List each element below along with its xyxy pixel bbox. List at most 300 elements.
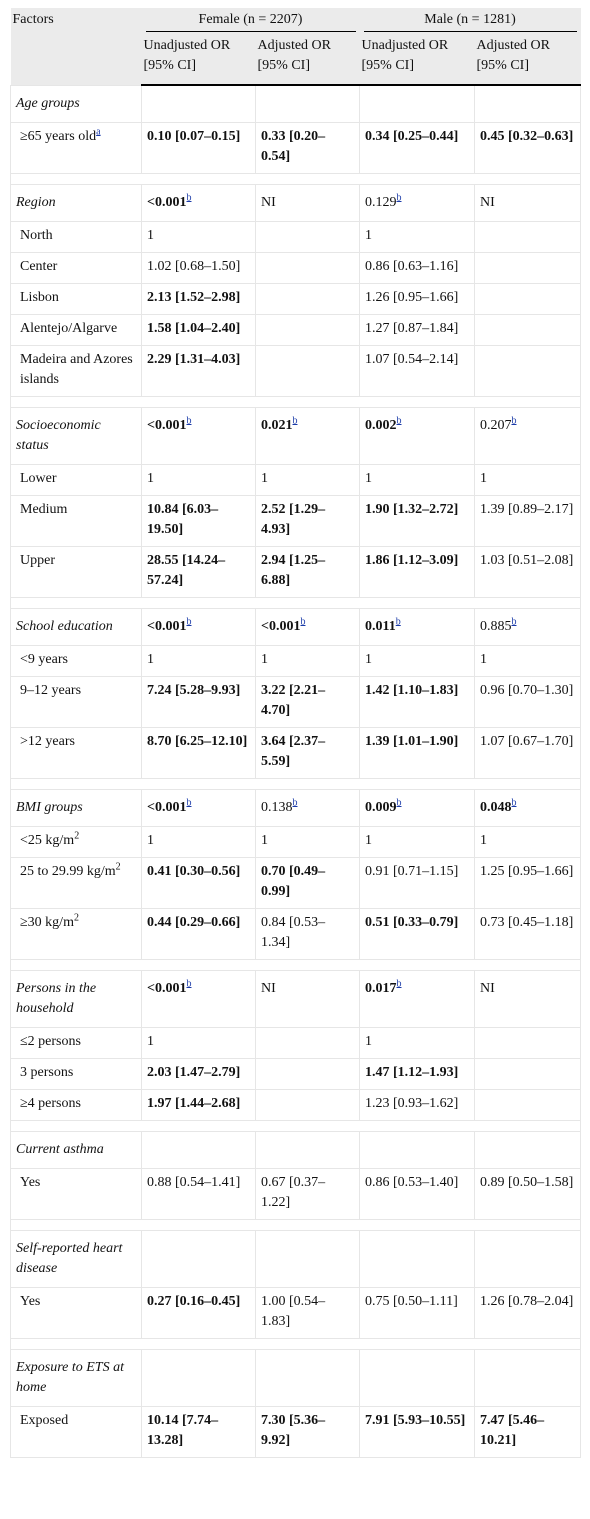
- value-cell: [256, 857, 360, 908]
- value-cell: [360, 495, 475, 546]
- odds-ratio-value: 1.58 [1.04–2.40]: [147, 320, 241, 336]
- value-cell: [475, 908, 581, 959]
- value-cell: [256, 645, 360, 676]
- header-male-group-label: Male (n = 1281): [424, 12, 516, 27]
- table-row: [11, 1287, 581, 1338]
- value-cell: [360, 908, 475, 959]
- value-cell: [142, 314, 256, 345]
- value-cell: [475, 1406, 581, 1457]
- row-label: ≤2 persons: [20, 1033, 81, 1049]
- value-cell: [256, 1287, 360, 1338]
- table-row: [11, 495, 581, 546]
- section-p-value-cell: [256, 1131, 360, 1168]
- table-row: [11, 1406, 581, 1457]
- section-spacer: [11, 959, 581, 970]
- row-label-cell: [11, 857, 142, 908]
- unit-exponent: 2: [73, 911, 79, 923]
- footnote-marker: [512, 797, 517, 808]
- row-label: North: [20, 227, 53, 243]
- value-cell: [360, 345, 475, 396]
- footnote-link[interactable]: b: [186, 796, 192, 808]
- table-row: [11, 314, 581, 345]
- value-cell: [475, 826, 581, 857]
- value-cell: [142, 464, 256, 495]
- footnote-link[interactable]: b: [396, 977, 402, 989]
- odds-ratio-value: 0.75 [0.50–1.11]: [365, 1293, 458, 1309]
- section-p-value-cell: [360, 407, 475, 464]
- odds-ratio-value: 7.91 [5.93–10.55]: [365, 1412, 466, 1428]
- section-label: Region: [11, 184, 142, 221]
- footnote-link[interactable]: b: [396, 796, 402, 808]
- odds-ratio-value: 1: [147, 227, 154, 243]
- section-p-value-cell: [142, 1131, 256, 1168]
- row-label: <25 kg/m: [20, 832, 75, 848]
- value-cell: [256, 314, 360, 345]
- p-value: NI: [261, 980, 276, 996]
- row-label-cell: [11, 1089, 142, 1120]
- value-cell: [256, 908, 360, 959]
- value-cell: [360, 727, 475, 778]
- odds-ratio-value: 1.86 [1.12–3.09]: [365, 552, 459, 568]
- odds-ratio-value: 0.45 [0.32–0.63]: [480, 128, 574, 144]
- section-p-value-cell: [475, 1131, 581, 1168]
- table-row: [11, 826, 581, 857]
- odds-ratio-table: [10, 8, 581, 1458]
- section-label: Persons in the household: [11, 970, 142, 1027]
- odds-ratio-value: 0.86 [0.53–1.40]: [365, 1174, 459, 1190]
- header-male-adjusted: Adjusted OR [95% CI]: [475, 33, 581, 85]
- value-cell: [142, 495, 256, 546]
- p-value: 0.885: [480, 618, 512, 634]
- footnote-link[interactable]: b: [300, 615, 306, 627]
- section-p-value-cell: [256, 789, 360, 826]
- section-p-value-cell: [475, 789, 581, 826]
- value-cell: [360, 826, 475, 857]
- odds-ratio-value: 7.47 [5.46–10.21]: [480, 1412, 545, 1448]
- odds-ratio-value: 0.86 [0.63–1.16]: [365, 258, 459, 274]
- value-cell: [475, 283, 581, 314]
- odds-ratio-value: 1.07 [0.54–2.14]: [365, 351, 459, 367]
- footnote-link[interactable]: b: [186, 615, 192, 627]
- value-cell: [256, 495, 360, 546]
- unit-exponent: 2: [74, 829, 80, 841]
- footnote-link[interactable]: b: [511, 615, 517, 627]
- odds-ratio-value: 1.25 [0.95–1.66]: [480, 863, 574, 879]
- value-cell: [360, 645, 475, 676]
- value-cell: [360, 1168, 475, 1219]
- odds-ratio-value: 1: [480, 470, 487, 486]
- odds-ratio-value: 1: [261, 832, 268, 848]
- value-cell: [142, 908, 256, 959]
- section-spacer: [11, 1338, 581, 1349]
- spacer-cell: [11, 778, 581, 789]
- footnote-marker: [397, 192, 402, 203]
- section-p-value-cell: [142, 184, 256, 221]
- table-body: [11, 85, 581, 1457]
- footnote-marker: [512, 616, 517, 627]
- odds-ratio-value: 8.70 [6.25–12.10]: [147, 733, 248, 749]
- p-value: NI: [480, 980, 495, 996]
- section-p-value-cell: [142, 407, 256, 464]
- section-p-value-cell: [360, 789, 475, 826]
- odds-ratio-value: 2.29 [1.31–4.03]: [147, 351, 241, 367]
- table-row: [11, 857, 581, 908]
- footnote-link[interactable]: b: [395, 615, 401, 627]
- footnote-link[interactable]: b: [292, 796, 298, 808]
- section-label: BMI groups: [11, 789, 142, 826]
- value-cell: [360, 122, 475, 173]
- row-label-cell: [11, 221, 142, 252]
- row-label: Lower: [20, 470, 57, 486]
- footnote-marker: [186, 978, 191, 989]
- value-cell: [475, 464, 581, 495]
- odds-ratio-value: 1.23 [0.93–1.62]: [365, 1095, 459, 1111]
- odds-ratio-value: 2.03 [1.47–2.79]: [147, 1064, 241, 1080]
- footnote-link[interactable]: b: [186, 977, 192, 989]
- unit-exponent: 2: [115, 860, 121, 872]
- section-label: Exposure to ETS at home: [11, 1349, 142, 1406]
- value-cell: [360, 1287, 475, 1338]
- spacer-cell: [11, 1120, 581, 1131]
- odds-ratio-value: 1.26 [0.95–1.66]: [365, 289, 459, 305]
- table-row: [11, 1058, 581, 1089]
- section-header-row: [11, 85, 581, 122]
- header-factors: Factors: [12, 12, 54, 27]
- row-label-cell: [11, 1406, 142, 1457]
- section-p-value-cell: [360, 1230, 475, 1287]
- odds-ratio-value: 0.67 [0.37–1.22]: [261, 1174, 326, 1210]
- spacer-cell: [11, 396, 581, 407]
- row-label: Yes: [20, 1174, 41, 1190]
- footnote-marker: [397, 978, 402, 989]
- section-p-value-cell: [142, 970, 256, 1027]
- section-p-value-cell: [475, 85, 581, 122]
- value-cell: [256, 283, 360, 314]
- p-value: <0.001: [261, 618, 301, 634]
- section-p-value-cell: [256, 970, 360, 1027]
- footnote-marker: [96, 126, 100, 137]
- footnote-link[interactable]: b: [511, 796, 517, 808]
- value-cell: [142, 645, 256, 676]
- row-label: Medium: [20, 501, 68, 517]
- footnote-link[interactable]: b: [396, 191, 402, 203]
- section-p-value-cell: [142, 85, 256, 122]
- section-header-row: [11, 970, 581, 1027]
- section-p-value-cell: [256, 1349, 360, 1406]
- p-value: 0.048: [480, 799, 512, 815]
- footnote-link[interactable]: b: [186, 414, 192, 426]
- value-cell: [142, 252, 256, 283]
- odds-ratio-value: 28.55 [14.24–57.24]: [147, 552, 226, 588]
- value-cell: [142, 1027, 256, 1058]
- row-label-cell: [11, 122, 142, 173]
- odds-ratio-value: 1.97 [1.44–2.68]: [147, 1095, 241, 1111]
- row-label-cell: [11, 546, 142, 597]
- odds-ratio-value: 2.94 [1.25–6.88]: [261, 552, 326, 588]
- table-row: [11, 727, 581, 778]
- table-row: [11, 122, 581, 173]
- value-cell: [256, 464, 360, 495]
- odds-ratio-value: 0.96 [0.70–1.30]: [480, 682, 574, 698]
- value-cell: [475, 645, 581, 676]
- spacer-cell: [11, 173, 581, 184]
- odds-ratio-value: 0.88 [0.54–1.41]: [147, 1174, 241, 1190]
- value-cell: [360, 221, 475, 252]
- value-cell: [475, 1089, 581, 1120]
- table-row: [11, 252, 581, 283]
- p-value: 0.002: [365, 417, 397, 433]
- value-cell: [360, 1027, 475, 1058]
- value-cell: [475, 546, 581, 597]
- row-label: 9–12 years: [20, 682, 82, 698]
- odds-ratio-value: 1.90 [1.32–2.72]: [365, 501, 459, 517]
- table-row: [11, 464, 581, 495]
- table-row: [11, 645, 581, 676]
- p-value: <0.001: [147, 980, 187, 996]
- value-cell: [475, 676, 581, 727]
- value-cell: [475, 345, 581, 396]
- p-value: <0.001: [147, 799, 187, 815]
- value-cell: [360, 676, 475, 727]
- section-spacer: [11, 1120, 581, 1131]
- value-cell: [360, 546, 475, 597]
- value-cell: [360, 1089, 475, 1120]
- value-cell: [256, 122, 360, 173]
- row-label: Alentejo/Algarve: [20, 320, 118, 336]
- value-cell: [142, 283, 256, 314]
- row-label-cell: [11, 314, 142, 345]
- value-cell: [256, 727, 360, 778]
- section-p-value-cell: [360, 1131, 475, 1168]
- odds-ratio-value: 0.27 [0.16–0.45]: [147, 1293, 241, 1309]
- value-cell: [142, 1089, 256, 1120]
- odds-ratio-value: 1: [261, 651, 268, 667]
- value-cell: [475, 1027, 581, 1058]
- header-female-group: [142, 8, 360, 33]
- section-label: School education: [11, 608, 142, 645]
- odds-ratio-value: 1.27 [0.87–1.84]: [365, 320, 459, 336]
- odds-ratio-value: 1.26 [0.78–2.04]: [480, 1293, 574, 1309]
- row-label-cell: [11, 345, 142, 396]
- footnote-marker: [397, 415, 402, 426]
- value-cell: [142, 221, 256, 252]
- odds-ratio-value: 1: [365, 651, 372, 667]
- row-label: ≥4 persons: [20, 1095, 81, 1111]
- table-container: [10, 8, 580, 1458]
- odds-ratio-value: 2.13 [1.52–2.98]: [147, 289, 241, 305]
- row-label-cell: [11, 676, 142, 727]
- section-header-row: [11, 1230, 581, 1287]
- odds-ratio-value: 1.00 [0.54–1.83]: [261, 1293, 326, 1329]
- odds-ratio-value: 1.47 [1.12–1.93]: [365, 1064, 459, 1080]
- section-label: Socioeconomic status: [11, 407, 142, 464]
- section-p-value-cell: [475, 184, 581, 221]
- odds-ratio-value: 1: [365, 1033, 372, 1049]
- row-label: 25 to 29.99 kg/m: [20, 863, 116, 879]
- section-p-value-cell: [475, 1230, 581, 1287]
- odds-ratio-value: 2.52 [1.29–4.93]: [261, 501, 326, 537]
- section-header-row: [11, 789, 581, 826]
- row-label: Lisbon: [20, 289, 59, 305]
- value-cell: [475, 1058, 581, 1089]
- footnote-link[interactable]: b: [292, 414, 298, 426]
- row-label: Madeira and Azores islands: [20, 351, 133, 387]
- p-value: <0.001: [147, 618, 187, 634]
- value-cell: [360, 464, 475, 495]
- header-male-group: [360, 8, 581, 33]
- row-label: Center: [20, 258, 58, 274]
- value-cell: [142, 1406, 256, 1457]
- row-label-cell: [11, 1168, 142, 1219]
- odds-ratio-value: 1.02 [0.68–1.50]: [147, 258, 241, 274]
- odds-ratio-value: 1.39 [0.89–2.17]: [480, 501, 574, 517]
- section-p-value-cell: [475, 407, 581, 464]
- value-cell: [142, 1287, 256, 1338]
- section-p-value-cell: [142, 789, 256, 826]
- row-label-cell: [11, 1058, 142, 1089]
- section-spacer: [11, 396, 581, 407]
- section-p-value-cell: [142, 1349, 256, 1406]
- section-spacer: [11, 1219, 581, 1230]
- odds-ratio-value: 0.91 [0.71–1.15]: [365, 863, 459, 879]
- odds-ratio-value: 0.70 [0.49–0.99]: [261, 863, 326, 899]
- footnote-marker: [512, 415, 517, 426]
- row-label: <9 years: [20, 651, 68, 667]
- odds-ratio-value: 1: [365, 470, 372, 486]
- section-label: Age groups: [11, 85, 142, 122]
- p-value: 0.207: [480, 417, 512, 433]
- footnote-link[interactable]: b: [511, 414, 517, 426]
- table-header: [11, 8, 581, 85]
- footnote-marker: [397, 797, 402, 808]
- row-label-cell: [11, 908, 142, 959]
- odds-ratio-value: 0.89 [0.50–1.58]: [480, 1174, 574, 1190]
- odds-ratio-value: 1.07 [0.67–1.70]: [480, 733, 574, 749]
- odds-ratio-value: 3.22 [2.21–4.70]: [261, 682, 326, 718]
- row-label-cell: [11, 727, 142, 778]
- value-cell: [142, 826, 256, 857]
- footnote-marker: [300, 616, 305, 627]
- odds-ratio-value: 0.41 [0.30–0.56]: [147, 863, 241, 879]
- p-value: 0.011: [365, 618, 396, 634]
- footnote-link[interactable]: a: [96, 125, 101, 137]
- odds-ratio-value: 3.64 [2.37–5.59]: [261, 733, 326, 769]
- odds-ratio-value: 7.24 [5.28–9.93]: [147, 682, 241, 698]
- row-label-cell: [11, 495, 142, 546]
- section-header-row: [11, 1349, 581, 1406]
- header-female-unadjusted: Unadjusted OR [95% CI]: [142, 33, 256, 85]
- odds-ratio-value: 1: [480, 651, 487, 667]
- value-cell: [360, 857, 475, 908]
- row-label-cell: [11, 283, 142, 314]
- value-cell: [256, 1027, 360, 1058]
- section-p-value-cell: [256, 608, 360, 645]
- row-label: ≥30 kg/m: [20, 914, 74, 930]
- section-p-value-cell: [360, 184, 475, 221]
- section-p-value-cell: [360, 85, 475, 122]
- table-row: [11, 908, 581, 959]
- value-cell: [142, 1168, 256, 1219]
- spacer-cell: [11, 959, 581, 970]
- table-row: [11, 283, 581, 314]
- row-label-cell: [11, 1027, 142, 1058]
- p-value: <0.001: [147, 417, 187, 433]
- value-cell: [475, 122, 581, 173]
- section-header-row: [11, 608, 581, 645]
- value-cell: [475, 727, 581, 778]
- row-label-cell: [11, 464, 142, 495]
- row-label-cell: [11, 252, 142, 283]
- footnote-marker: [186, 192, 191, 203]
- odds-ratio-value: 1.42 [1.10–1.83]: [365, 682, 459, 698]
- odds-ratio-value: 1.03 [0.51–2.08]: [480, 552, 574, 568]
- odds-ratio-value: 1.39 [1.01–1.90]: [365, 733, 459, 749]
- section-label: Current asthma: [11, 1131, 142, 1168]
- section-label: Self-reported heart disease: [11, 1230, 142, 1287]
- header-female-adjusted: Adjusted OR [95% CI]: [256, 33, 360, 85]
- table-row: [11, 1089, 581, 1120]
- section-p-value-cell: [142, 608, 256, 645]
- value-cell: [256, 676, 360, 727]
- row-label-cell: [11, 1287, 142, 1338]
- table-row: [11, 221, 581, 252]
- value-cell: [360, 1406, 475, 1457]
- table-row: [11, 1027, 581, 1058]
- section-spacer: [11, 173, 581, 184]
- table-row: [11, 676, 581, 727]
- value-cell: [475, 252, 581, 283]
- section-p-value-cell: [475, 608, 581, 645]
- value-cell: [256, 1168, 360, 1219]
- row-label: 3 persons: [20, 1064, 74, 1080]
- section-p-value-cell: [256, 85, 360, 122]
- value-cell: [142, 676, 256, 727]
- odds-ratio-value: 0.10 [0.07–0.15]: [147, 128, 241, 144]
- row-label-cell: [11, 645, 142, 676]
- value-cell: [256, 826, 360, 857]
- value-cell: [475, 221, 581, 252]
- odds-ratio-value: 1: [261, 470, 268, 486]
- row-label: Yes: [20, 1293, 41, 1309]
- odds-ratio-value: 0.84 [0.53–1.34]: [261, 914, 326, 950]
- value-cell: [360, 314, 475, 345]
- section-header-row: [11, 184, 581, 221]
- value-cell: [256, 221, 360, 252]
- value-cell: [256, 546, 360, 597]
- p-value: 0.009: [365, 799, 397, 815]
- value-cell: [256, 1089, 360, 1120]
- odds-ratio-value: 1: [147, 651, 154, 667]
- footnote-link[interactable]: b: [396, 414, 402, 426]
- row-label-cell: [11, 826, 142, 857]
- section-p-value-cell: [360, 1349, 475, 1406]
- odds-ratio-value: 1: [147, 1033, 154, 1049]
- footnote-link[interactable]: b: [186, 191, 192, 203]
- value-cell: [142, 122, 256, 173]
- row-label: >12 years: [20, 733, 75, 749]
- section-p-value-cell: [256, 184, 360, 221]
- value-cell: [360, 1058, 475, 1089]
- footnote-marker: [396, 616, 401, 627]
- value-cell: [475, 1287, 581, 1338]
- odds-ratio-value: 7.30 [5.36–9.92]: [261, 1412, 326, 1448]
- value-cell: [475, 314, 581, 345]
- p-value: 0.017: [365, 980, 397, 996]
- section-p-value-cell: [142, 1230, 256, 1287]
- odds-ratio-value: 1: [480, 832, 487, 848]
- spacer-cell: [11, 597, 581, 608]
- table-row: [11, 546, 581, 597]
